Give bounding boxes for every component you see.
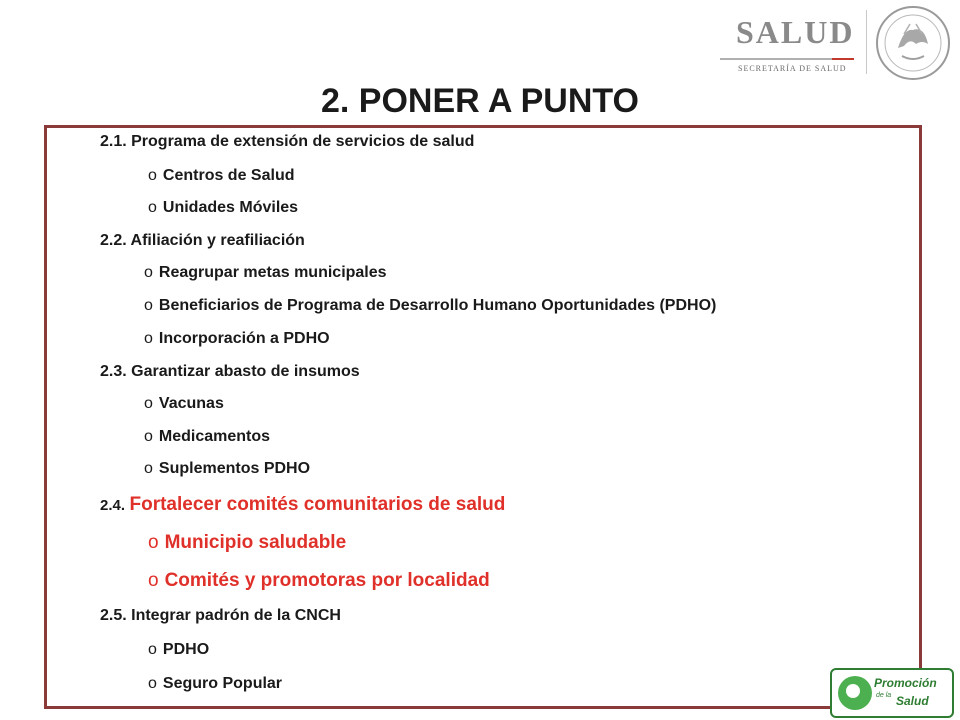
bullet-icon: o bbox=[148, 167, 157, 184]
list-item bbox=[148, 167, 294, 185]
list-item bbox=[144, 460, 310, 478]
bullet-icon: o bbox=[144, 428, 153, 445]
bullet-icon: o bbox=[148, 675, 157, 692]
logo-rule-accent bbox=[832, 58, 854, 60]
header-divider bbox=[866, 10, 867, 74]
bullet-icon: o bbox=[148, 199, 157, 216]
salud-logo-subtitle: SECRETARÍA DE SALUD bbox=[738, 64, 847, 73]
list-item-label: Vacunas bbox=[158, 395, 224, 412]
list-item bbox=[148, 675, 282, 693]
list-item-label: Comités y promotoras por localidad bbox=[164, 570, 490, 591]
logo-line-2: de la bbox=[876, 692, 892, 699]
section-heading-2-2: 2.2. Afiliación y reafiliación bbox=[100, 232, 305, 249]
list-item bbox=[144, 264, 387, 282]
salud-logo-word: SALUD bbox=[736, 14, 855, 50]
bullet-icon: o bbox=[144, 395, 153, 412]
bullet-icon: o bbox=[148, 570, 159, 591]
list-item-label: Suplementos PDHO bbox=[158, 460, 311, 477]
list-item-label: Beneficiarios de Programa de Desarrollo Humano Oportunidades (PDHO) bbox=[158, 297, 717, 314]
list-item-label: PDHO bbox=[162, 641, 210, 658]
bullet-icon: o bbox=[144, 460, 153, 477]
list-item bbox=[148, 570, 490, 592]
list-item bbox=[144, 297, 716, 315]
seal-text bbox=[874, 4, 952, 82]
page-title: 2. PONER A PUNTO bbox=[320, 82, 640, 120]
bullet-icon: o bbox=[148, 532, 159, 553]
bullet-icon: o bbox=[144, 297, 153, 314]
mexican-seal-icon bbox=[874, 4, 952, 82]
section-heading-text: Fortalecer comités comunitarios de salud bbox=[129, 494, 506, 515]
list-item-label: Medicamentos bbox=[158, 428, 271, 445]
section-heading-2-1: 2.1. Programa de extensión de servicios de salud bbox=[100, 133, 475, 150]
list-item-label: Seguro Popular bbox=[162, 675, 283, 692]
list-item bbox=[144, 428, 270, 446]
bullet-icon: o bbox=[148, 641, 157, 658]
list-item bbox=[148, 532, 346, 554]
list-item bbox=[144, 330, 330, 348]
list-item-label: Incorporación a PDHO bbox=[158, 330, 330, 347]
list-item bbox=[148, 641, 209, 659]
section-heading-2-4 bbox=[100, 494, 505, 516]
list-item-label: Unidades Móviles bbox=[162, 199, 299, 216]
list-item-label: Municipio saludable bbox=[164, 532, 347, 553]
list-item-label: Reagrupar metas municipales bbox=[158, 264, 387, 281]
list-item-label: Centros de Salud bbox=[162, 167, 295, 184]
logo-line-1: Promoción bbox=[874, 676, 937, 690]
section-heading-2-5: 2.5. Integrar padrón de la CNCH bbox=[100, 607, 341, 624]
salud-logo bbox=[714, 14, 854, 74]
people-icon bbox=[838, 676, 872, 710]
bullet-icon: o bbox=[144, 264, 153, 281]
section-number: 2.4. bbox=[100, 497, 126, 514]
section-heading-2-3: 2.3. Garantizar abasto de insumos bbox=[100, 363, 360, 380]
list-item bbox=[148, 199, 298, 217]
list-item bbox=[144, 395, 224, 413]
bullet-icon: o bbox=[144, 330, 153, 347]
promocion-salud-logo bbox=[830, 668, 954, 718]
logo-line-3: Salud bbox=[896, 694, 929, 708]
